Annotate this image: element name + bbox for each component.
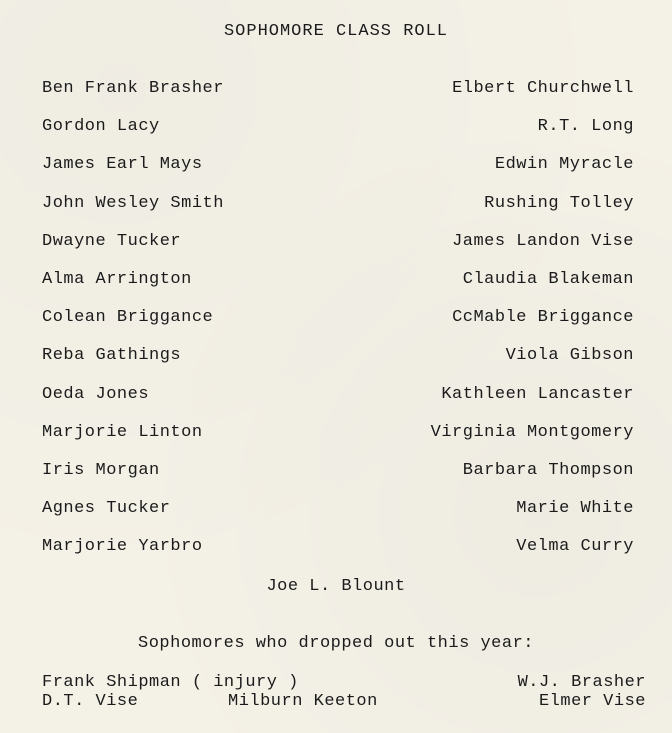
student-name: R.T. Long	[537, 117, 634, 137]
student-name: Agnes Tucker	[42, 499, 171, 519]
student-name: James Earl Mays	[42, 155, 203, 175]
student-name: Oeda Jones	[42, 384, 150, 404]
student-name: Edwin Myracle	[494, 155, 634, 175]
student-name: Claudia Blakeman	[462, 269, 634, 289]
student-name: Marie White	[516, 499, 634, 519]
dropped-student: D.T. Vise	[42, 692, 139, 711]
student-name: John Wesley Smith	[42, 193, 224, 213]
student-name: Kathleen Lancaster	[441, 384, 634, 404]
student-name: Iris Morgan	[42, 460, 160, 480]
student-name: James Landon Vise	[452, 231, 634, 251]
dropped-student: W.J. Brasher	[517, 673, 646, 692]
student-name: Reba Gathings	[42, 346, 182, 366]
center-student-name: Joe L. Blount	[266, 577, 406, 596]
dropped-student: Frank Shipman ( injury )	[42, 673, 299, 692]
student-name: Ben Frank Brasher	[42, 79, 224, 98]
student-name: Marjorie Linton	[42, 422, 203, 442]
student-name: Marjorie Yarbro	[42, 537, 203, 557]
student-name: CcMable Briggance	[452, 308, 634, 328]
dropped-out-heading: Sophomores who dropped out this year:	[138, 634, 534, 653]
student-name: Colean Briggance	[42, 308, 214, 328]
dropped-student: Elmer Vise	[538, 692, 646, 711]
student-name: Dwayne Tucker	[42, 231, 182, 251]
document-title: SOPHOMORE CLASS ROLL	[223, 22, 449, 41]
right-name-column	[431, 78, 634, 574]
dropped-student: Milburn Keeton	[228, 692, 378, 711]
student-name: Gordon Lacy	[42, 117, 160, 137]
left-name-column	[42, 78, 224, 574]
student-name: Virginia Montgomery	[430, 422, 634, 442]
student-name: Viola Gibson	[505, 346, 634, 366]
student-name: Rushing Tolley	[484, 193, 634, 213]
student-name: Elbert Churchwell	[452, 79, 634, 98]
student-name: Barbara Thompson	[462, 460, 634, 480]
student-name: Alma Arrington	[42, 269, 192, 289]
student-name: Velma Curry	[516, 537, 634, 557]
